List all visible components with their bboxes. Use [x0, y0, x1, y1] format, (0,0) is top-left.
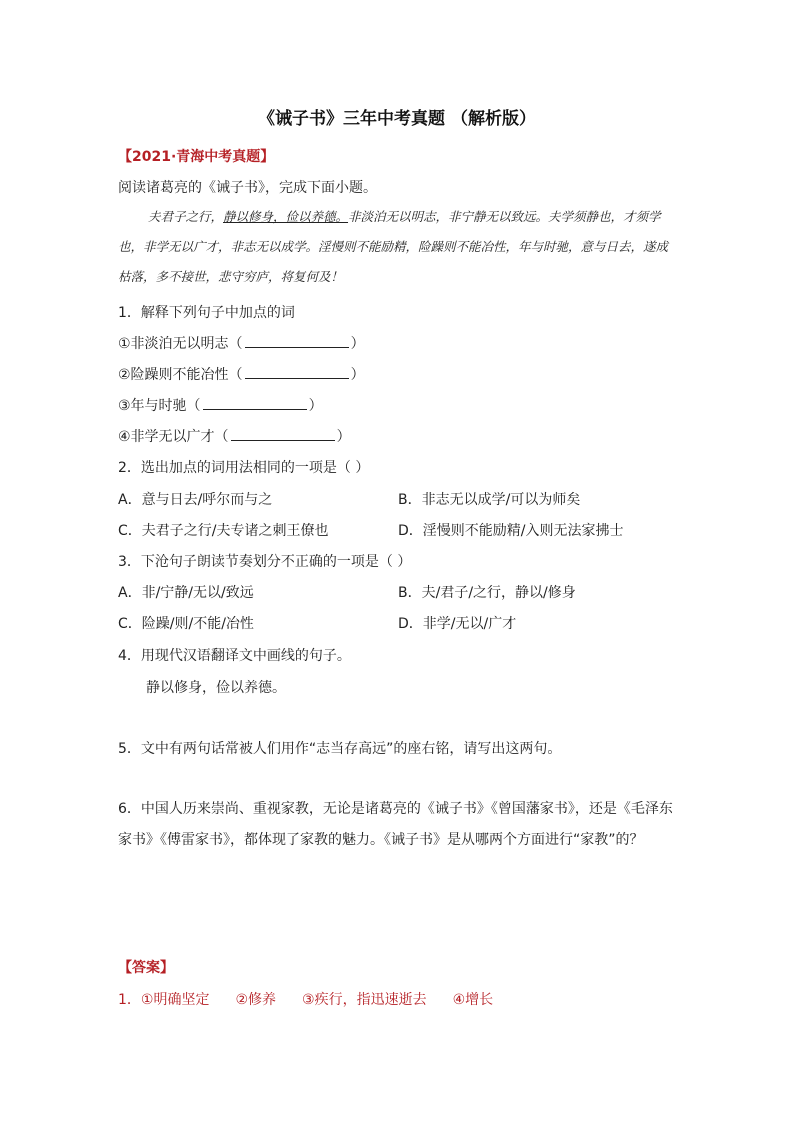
q1-item-text: ④非学无以广才（ — [118, 429, 229, 445]
q1-item-close: ） — [350, 336, 365, 352]
answer-item: ④增长 — [452, 992, 494, 1008]
passage-part1: 夫君子之行， — [148, 209, 224, 224]
q1-item-text: ②险躁则不能冶性（ — [118, 367, 243, 383]
q1-item-text: ③年与时驰（ — [118, 398, 201, 414]
q2-stem: 2．选出加点的词用法相同的一项是（ ） — [118, 460, 370, 476]
answer-item: 1．①明确坚定 — [118, 992, 210, 1008]
q2-option-b[interactable]: B．非志无以成学/可以为师矣 — [398, 492, 581, 508]
answer-blank[interactable] — [245, 366, 349, 379]
q4-sentence: 静以修身，俭以养德。 — [146, 680, 286, 696]
q1-item-text: ①非淡泊无以明志（ — [118, 336, 243, 352]
q5-stem: 5．文中有两句话常被人们用作“志当存高远”的座右铭，请写出这两句。 — [118, 741, 562, 757]
answer-blank[interactable] — [231, 428, 335, 441]
q6-stem: 6．中国人历来崇尚、重视家教，无论是诸葛亮的《诫子书》《曾国藩家书》，还是《毛泽东家书》《傅雷家书》，都体现了家教的魅力。《诫子书》是从哪两个方面进行“家教”的？ — [118, 801, 673, 848]
q1-item-close: ） — [350, 367, 365, 383]
q2-option-a[interactable]: A．意与日去/呼尔而与之 — [118, 492, 273, 508]
passage-underlined: 静以修身，俭以养德。 — [223, 209, 349, 224]
q4-stem: 4．用现代汉语翻译文中画线的句子。 — [118, 648, 351, 664]
q1-item — [118, 395, 323, 415]
q3-option-d[interactable]: D．非学/无以/广才 — [398, 616, 517, 632]
passage — [118, 202, 678, 292]
answer-item: ②修养 — [235, 992, 277, 1008]
q3-option-b[interactable]: B．夫/君子/之行，静以/修身 — [398, 585, 576, 601]
q3-option-a[interactable]: A．非/宁静/无以/致远 — [118, 585, 254, 601]
q1-item-close: ） — [336, 429, 351, 445]
q1-item-close: ） — [308, 398, 323, 414]
q1-stem: 1．解释下列句子中加点的词 — [118, 305, 295, 321]
passage-part2: 非淡泊无以明志，非宁静无以致远。夫学须静也，才须学也，非学无以广才，非志无以成学。淫慢则不能励精，险躁则不能冶性，年与时驰，意与日去，遂成枯落，多不接世，悲守穷庐，将复何及！ — [118, 209, 669, 284]
answer-item: ③疾行，指迅速逝去 — [302, 992, 427, 1008]
q2-option-c[interactable]: C．夫君子之行/夫专诸之刺王僚也 — [118, 523, 329, 539]
answer-line-1 — [118, 989, 519, 1009]
q2-option-d[interactable]: D．淫慢则不能励精/入则无法家拂士 — [398, 523, 624, 539]
q1-item — [118, 364, 365, 384]
answer-blank[interactable] — [245, 335, 349, 348]
answer-blank[interactable] — [203, 397, 307, 410]
source-tag: 【2021·青海中考真题】 — [118, 149, 275, 165]
q1-item — [118, 426, 351, 446]
page-title: 《诫子书》三年中考真题 （解析版） — [258, 109, 536, 129]
q3-option-c[interactable]: C．险躁/则/不能/冶性 — [118, 616, 254, 632]
q3-stem: 3．下沧句子朗读节奏划分不正确的一项是（ ） — [118, 554, 412, 570]
intro-text: 阅读诸葛亮的《诫子书》，完成下面小题。 — [118, 180, 377, 196]
answer-heading: 【答案】 — [118, 960, 174, 976]
q1-item — [118, 333, 365, 353]
